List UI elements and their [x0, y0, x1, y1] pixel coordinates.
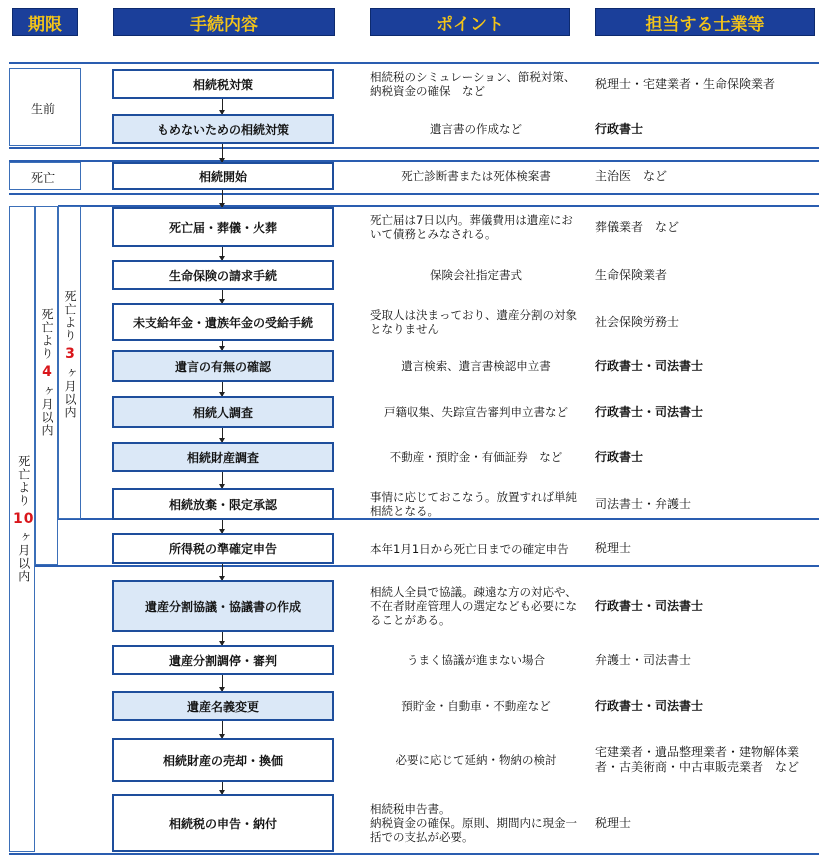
period-four-months-label [39, 308, 56, 437]
specialist-text: 行政書士・司法書士 [595, 698, 704, 713]
procedure-step: 相続人調査 [112, 396, 334, 428]
procedure-step: 遺言の有無の確認 [112, 350, 334, 382]
point-text: 相続税のシミュレーション、節税対策、納税資金の確保 など [370, 70, 576, 98]
period-four-months-pre: 死亡より [40, 308, 54, 360]
period-three-months-pre: 死亡より [63, 290, 77, 342]
flow-arrow [222, 632, 223, 645]
header-period: 期限 [12, 8, 78, 36]
procedure-step: 相続放棄・限定承認 [112, 488, 334, 520]
specialist-text: 主治医 など [595, 168, 668, 183]
period-four-months-num: 4 [39, 364, 55, 381]
specialist-text: 生命保険業者 [595, 267, 668, 282]
point-text: 保険会社指定書式 [430, 268, 522, 282]
specialist-text: 宅建業者・遺品整理業者・建物解体業者・古美術商・中古車販売業者 など [595, 745, 800, 774]
procedure-step: 相続税対策 [112, 69, 334, 99]
period-ten-months-pre: 死亡より [16, 455, 31, 507]
point-text: 不動産・預貯金・有価証券 など [389, 450, 563, 464]
specialist-text: 葬儀業者 など [595, 219, 680, 234]
header-point: ポイント [370, 8, 570, 36]
specialist-text: 行政書士 [595, 121, 644, 136]
specialist-text: 社会保険労務士 [595, 314, 680, 329]
flow-arrow [222, 144, 223, 162]
specialist-text: 司法書士・弁護士 [595, 496, 692, 511]
specialist-text: 行政書士・司法書士 [595, 404, 704, 419]
flow-arrow [222, 428, 223, 442]
point-text: 死亡診断書または死体検案書 [401, 169, 551, 183]
specialist-text: 行政書士・司法書士 [595, 598, 704, 613]
specialist-text: 税理士・宅建業者・生命保険業者 [595, 76, 776, 91]
period-four-months-post: ヶ月以内 [40, 385, 54, 437]
header-procedure: 手続内容 [113, 8, 335, 36]
procedure-step: 相続税の申告・納付 [112, 794, 334, 852]
procedure-step: 所得税の準確定申告 [112, 533, 334, 564]
period-ten-months-label [13, 455, 34, 583]
period-ten-months-post: ヶ月以内 [16, 531, 31, 583]
flow-arrow [222, 564, 223, 580]
specialist-text: 弁護士・司法書士 [595, 652, 692, 667]
point-text: 受取人は決まっており、遺産分割の対象となりません [370, 308, 577, 336]
flow-arrow [222, 472, 223, 488]
point-text: 死亡届は7日以内。葬儀費用は遺産において債務とみなされる。 [370, 213, 573, 241]
procedure-step: 相続財産の売却・換価 [112, 738, 334, 782]
period-three-months-num: 3 [62, 346, 78, 363]
flow-arrow [222, 721, 223, 738]
procedure-step: 相続開始 [112, 162, 334, 190]
period-death-label: 死亡 [31, 171, 56, 185]
point-text: 遺言検索、遺言書検認申立書 [401, 359, 551, 373]
specialist-text: 行政書士・司法書士 [595, 358, 704, 373]
procedure-step: もめないための相続対策 [112, 114, 334, 144]
point-text: 戸籍収集、失踪宣告審判申立書など [384, 405, 568, 419]
period-ten-months-num: 10 [13, 511, 35, 527]
flow-arrow [222, 290, 223, 303]
point-text: 事情に応じておこなう。放置すれば単純相続となる。 [370, 490, 577, 518]
procedure-step: 未支給年金・遺族年金の受給手続 [112, 303, 334, 341]
specialist-text: 税理士 [595, 541, 632, 555]
procedure-step: 遺産分割協議・協議書の作成 [112, 580, 334, 632]
point-text: 必要に応じて延納・物納の検討 [395, 753, 557, 767]
flow-arrow [222, 782, 223, 794]
point-text: 遺言書の作成など [430, 122, 522, 136]
procedure-step: 相続財産調査 [112, 442, 334, 472]
period-before-death-label: 生前 [31, 102, 56, 116]
specialist-text: 行政書士 [595, 449, 644, 464]
procedure-step: 遺産分割調停・審判 [112, 645, 334, 675]
flow-arrow [222, 675, 223, 691]
flow-arrow [222, 190, 223, 207]
specialist-text: 税理士 [595, 815, 632, 830]
point-text: うまく協議が進まない場合 [407, 653, 545, 667]
point-text: 相続税申告書。 納税資金の確保。原則、期間内に現金一括での支払が必要。 [370, 802, 577, 844]
flow-arrow [222, 247, 223, 260]
procedure-step: 遺産名義変更 [112, 691, 334, 721]
procedure-step: 死亡届・葬儀・火葬 [112, 207, 334, 247]
period-three-months-post: ヶ月以内 [63, 367, 77, 419]
flow-arrow [222, 341, 223, 350]
flow-arrow [222, 382, 223, 396]
flow-arrow [222, 520, 223, 533]
procedure-step: 生命保険の請求手続 [112, 260, 334, 290]
point-text: 預貯金・自動車・不動産など [401, 699, 551, 713]
period-three-months-label [62, 290, 79, 419]
point-text: 本年1月1日から死亡日までの確定申告 [370, 541, 569, 556]
point-text: 相続人全員で協議。疎遠な方の対応や、不在者財産管理人の選定なども必要になることがある。 [370, 585, 577, 627]
flow-arrow [222, 99, 223, 114]
header-specialist: 担当する士業等 [595, 8, 815, 36]
